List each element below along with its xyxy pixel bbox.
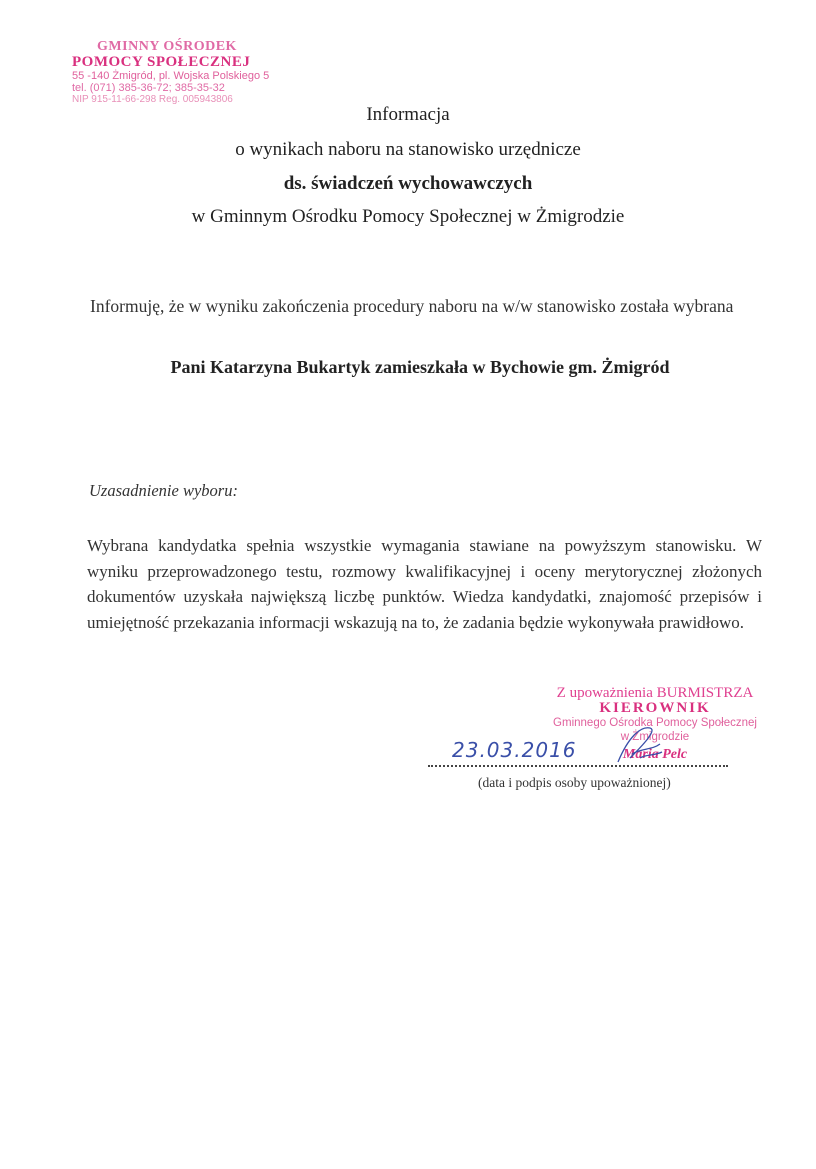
stamp-ids: NIP 915-11-66-298 Reg. 005943806 xyxy=(72,94,233,105)
stamp-line-2: POMOCY SPOŁECZNEJ xyxy=(72,54,251,70)
document-subtitle: o wynikach naboru na stanowisko urzędnicze xyxy=(235,139,581,160)
justification-label: Uzasadnienie wyboru: xyxy=(89,481,238,500)
info-sentence: Informuję, że w wyniku zakończenia procedury naboru na w/w stanowisko została wybrana xyxy=(90,296,734,316)
document-title: Informacja xyxy=(366,104,450,125)
signature-caption: (data i podpis osoby upoważnionej) xyxy=(478,775,671,790)
signature-line xyxy=(428,765,728,767)
signature-scribble-icon xyxy=(610,718,670,768)
stamp-organization: Gminnego Ośrodka Pomocy Społecznej xyxy=(553,717,757,729)
selected-person: Pani Katarzyna Bukartyk zamieszkała w Bychowie gm. Żmigród xyxy=(170,357,670,377)
stamp-address: 55 -140 Żmigród, pl. Wojska Polskiego 5 xyxy=(72,70,270,82)
stamp-line-1: GMINNY OŚRODEK xyxy=(97,39,237,54)
institution-name: w Gminnym Ośrodku Pomocy Społecznej w Żmigrodzie xyxy=(191,206,625,227)
position-name: ds. świadczeń wychowawczych xyxy=(283,173,533,194)
handwritten-date: 23.03.2016 xyxy=(452,738,577,762)
stamp-authorization: Z upoważnienia BURMISTRZA xyxy=(556,685,754,701)
justification-text: Wybrana kandydatka spełnia wszystkie wymagania stawiane na powyższym stanowisku. W wyniku przeprowadzonego testu, rozmowy kwalifikacyjnej i oceny merytorycznej złożonych dokumentów uzyskała największą liczbę punktów. Wiedza kandydatki, znajomość przepisów i umiejętność przekazania informacji wskazują na to, że zadania będzie wykonywała prawidłowo. xyxy=(87,536,762,632)
stamp-role: KIEROWNIK xyxy=(599,700,711,716)
stamp-signatory-name: Maria Pelc xyxy=(622,747,688,762)
stamp-location: w Żmigrodzie xyxy=(620,731,690,743)
stamp-phone: tel. (071) 385-36-72; 385-35-32 xyxy=(72,82,225,94)
institution-stamp xyxy=(72,39,270,106)
